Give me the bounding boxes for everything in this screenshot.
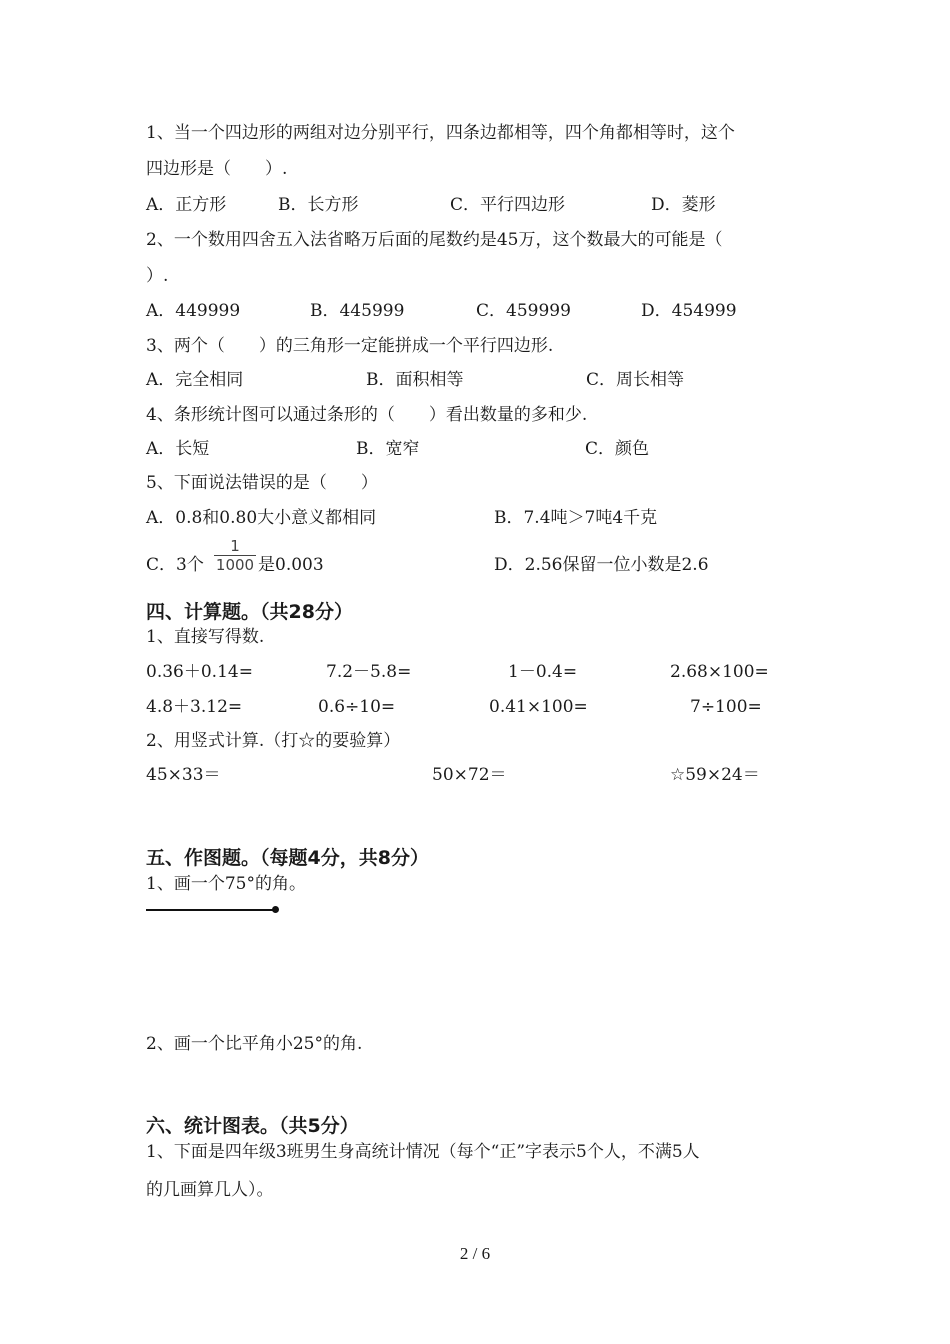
section5-q1-stem: 1、画一个75°的角。 [146, 874, 306, 894]
q1-option-b: B．长方形 [278, 195, 359, 215]
q4-option-c: C．颜色 [585, 439, 650, 459]
section5-title: 五、作图题。（每题4分，共8分） [146, 847, 429, 869]
vertical-calc-item-with-check: ☆59×24＝ [670, 765, 760, 785]
ray-endpoint [272, 906, 279, 913]
q4-option-a: A．长短 [146, 439, 210, 459]
q5-option-a: A．0.8和0.80大小意义都相同 [146, 508, 377, 528]
vertical-calc-item: 50×72＝ [432, 765, 507, 785]
q2-option-b: B．445999 [310, 301, 405, 321]
section4-q2-stem: 2、用竖式计算.（打☆的要验算） [146, 731, 401, 751]
section4-title: 四、计算题。（共28分） [146, 601, 353, 623]
q3-stem: 3、两个（ ）的三角形一定能拼成一个平行四边形. [146, 336, 554, 356]
section5-q2-stem: 2、画一个比平角小25°的角. [146, 1034, 363, 1054]
q3-option-b: B．面积相等 [366, 370, 464, 390]
calc-item: 4.8＋3.12= [146, 697, 243, 717]
fraction-denominator: 1000 [215, 556, 255, 574]
fraction-one-thousandth [214, 538, 256, 573]
section6-q1-stem-line2: 的几画算几人）。 [146, 1180, 274, 1200]
q1-option-c: C．平行四边形 [450, 195, 566, 215]
calc-item: 7÷100= [690, 697, 762, 717]
vertical-calc-item: 45×33＝ [146, 765, 221, 785]
q5-option-b: B．7.4吨＞7吨4千克 [494, 508, 658, 528]
section6-title: 六、统计图表。（共5分） [146, 1115, 359, 1137]
q1-stem-line2: 四边形是（ ）. [146, 159, 288, 179]
q4-stem: 4、条形统计图可以通过条形的（ ）看出数量的多和少. [146, 405, 588, 425]
calc-item: 0.6÷10= [318, 697, 396, 717]
page-number: 2 / 6 [459, 1244, 491, 1263]
section6-q1-stem-line1: 1、下面是四年级3班男生身高统计情况（每个“正”字表示5个人，不满5人 [146, 1142, 700, 1162]
q5-option-c-suffix: 是0.003 [258, 555, 324, 575]
q2-stem-line2: ）. [146, 266, 169, 286]
fraction-numerator: 1 [230, 537, 240, 555]
section4-q1-stem: 1、直接写得数. [146, 627, 265, 647]
q1-option-a: A．正方形 [146, 195, 227, 215]
q5-stem: 5、下面说法错误的是（ ） [146, 473, 378, 493]
calc-item: 0.41×100= [489, 697, 588, 717]
calc-item: 2.68×100= [670, 662, 769, 682]
q5-option-d: D．2.56保留一位小数是2.6 [494, 555, 709, 575]
q2-stem-line1: 2、一个数用四舍五入法省略万后面的尾数约是45万，这个数最大的可能是（ [146, 230, 723, 250]
q2-option-c: C．459999 [476, 301, 571, 321]
drawing-ray [146, 909, 274, 911]
q3-option-a: A．完全相同 [146, 370, 244, 390]
calc-item: 7.2－5.8= [326, 662, 412, 682]
q4-option-b: B．宽窄 [356, 439, 420, 459]
q2-option-d: D．454999 [641, 301, 737, 321]
calc-item: 1－0.4= [508, 662, 578, 682]
q3-option-c: C．周长相等 [586, 370, 685, 390]
calc-item: 0.36＋0.14= [146, 662, 253, 682]
q5-option-c-prefix: C．3个 [146, 555, 204, 575]
q1-option-d: D．菱形 [651, 195, 716, 215]
q2-option-a: A．449999 [146, 301, 241, 321]
q1-stem-line1: 1、当一个四边形的两组对边分别平行，四条边都相等，四个角都相等时，这个 [146, 123, 735, 143]
